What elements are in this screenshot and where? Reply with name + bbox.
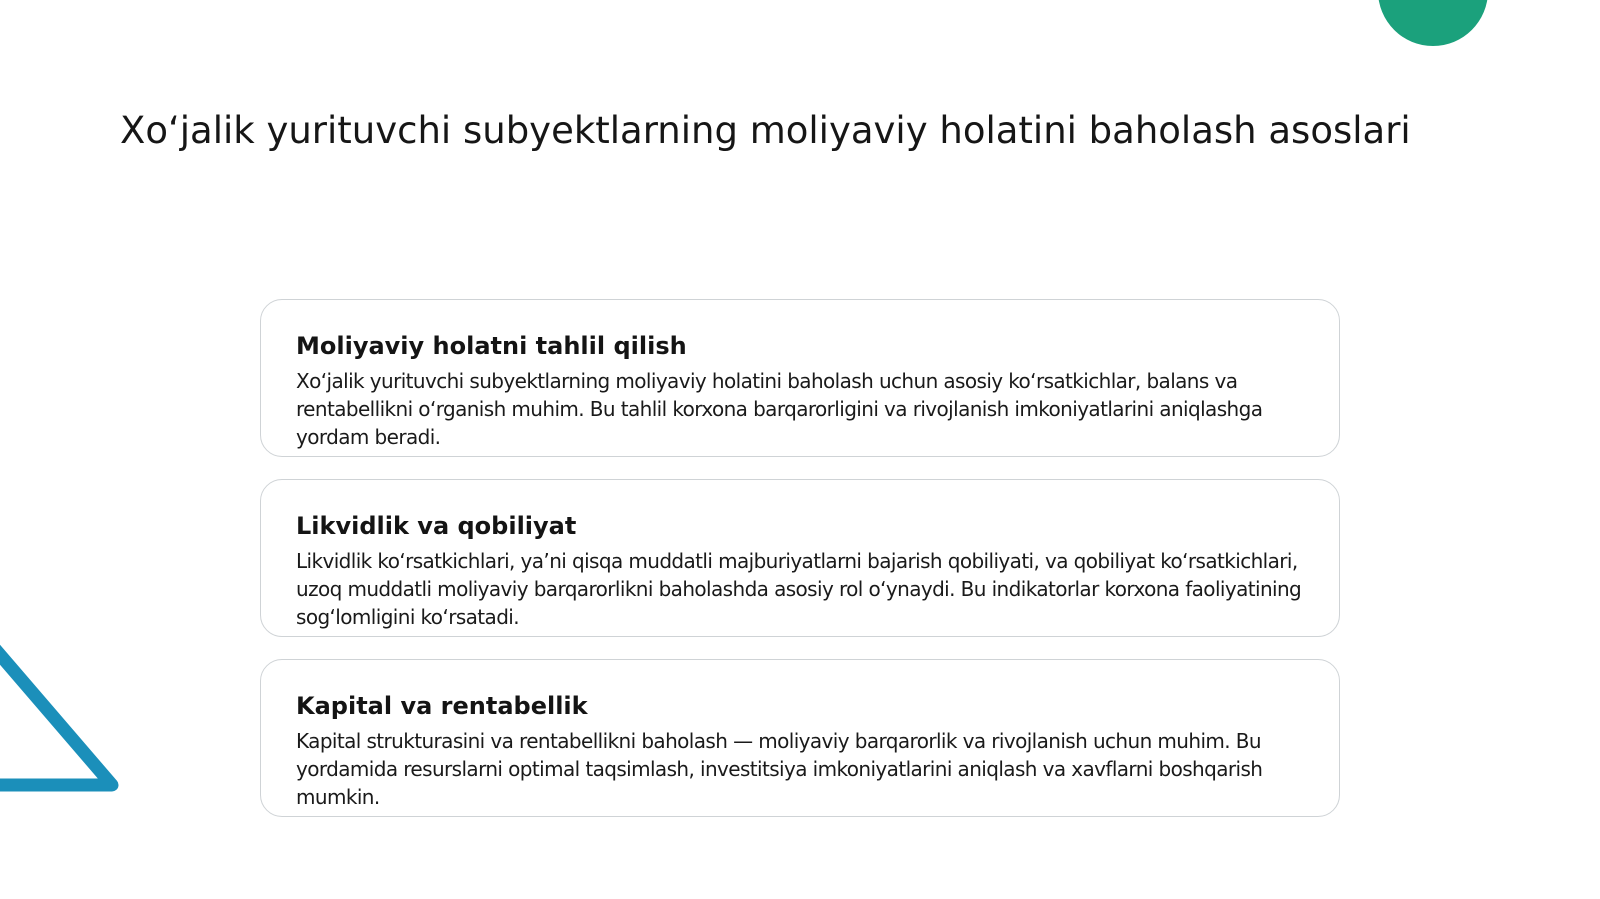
card-heading: Kapital va rentabellik	[296, 692, 588, 720]
card-body: Likvidlik ko‘rsatkichlari, ya’ni qisqa muddatli majburiyatlarni bajarish qobiliyati, va qobiliyat ko‘rsatkichlari, uzoq muddatli moliyaviy barqarorlikni baholashda asosiy rol o‘ynaydi. Bu indikatorlar korxona faoliyatining sog‘lomligini ko‘rsatadi.	[296, 549, 1302, 629]
info-card-financial-analysis	[260, 299, 1340, 457]
decorative-triangle-icon	[0, 570, 140, 810]
triangle-outline	[0, 585, 112, 785]
content-cards	[260, 299, 1340, 839]
info-card-liquidity	[260, 479, 1340, 637]
card-body: Xo‘jalik yurituvchi subyektlarning moliyaviy holatini baholash uchun asosiy ko‘rsatkichlar, balans va rentabellikni o‘rganish muhim. Bu tahlil korxona barqarorligini va rivojlanish imkoniyatlarini aniqlashga yordam beradi.	[296, 369, 1263, 449]
card-heading: Likvidlik va qobiliyat	[296, 512, 577, 540]
info-card-capital	[260, 659, 1340, 817]
decorative-circle-icon	[1378, 0, 1488, 46]
slide-title: Xo‘jalik yurituvchi subyektlarning moliyaviy holatini baholash asoslari	[120, 109, 1411, 152]
card-body: Kapital strukturasini va rentabellikni baholash — moliyaviy barqarorlik va rivojlanish uchun muhim. Bu yordamida resurslarni optimal taqsimlash, investitsiya imkoniyatlarini aniqlash va xavflarni boshqarish mumkin.	[296, 729, 1263, 809]
card-heading: Moliyaviy holatni tahlil qilish	[296, 332, 687, 360]
